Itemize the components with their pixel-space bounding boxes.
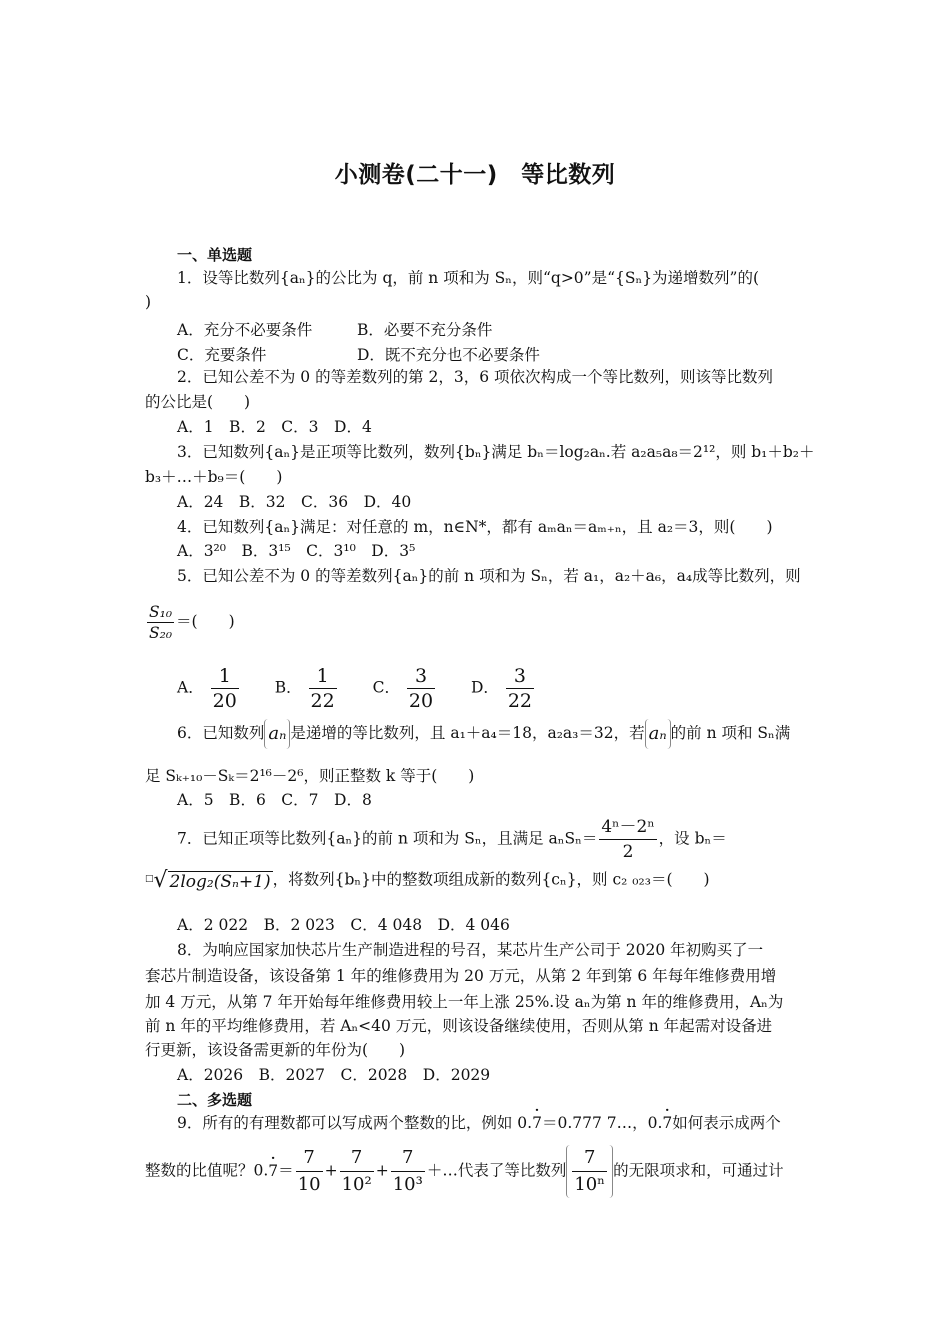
q7-fraction [599,815,656,864]
q5-ratio-tail: ＝( ) [176,612,235,631]
q9-fraction-1 [296,1145,323,1198]
q3-stem: 3．已知数列{aₙ}是正项等比数列，数列{bₙ}满足 bₙ＝log₂aₙ.若 a₂a₅a₈＝2¹²，则 b₁＋b₂＋ [177,443,815,461]
q7-stem [177,815,727,864]
q9-f4-num: 7 [583,1147,596,1168]
q7-options: A．2 022 B．2 023 C．4 048 D．4 046 [177,916,510,934]
q5-stem: 5．已知公差不为 0 的等差数列{aₙ}的前 n 项和为 Sₙ，若 a₁，a₂＋a₆，a₄成等比数列，则 [177,567,801,585]
q7-frac-den: 2 [599,839,656,864]
q5-option-c-num: 3 [414,665,428,687]
q5-options [177,664,536,713]
q5-option-b-label: B． [274,678,302,697]
q3-options: A．24 B．32 C．36 D．40 [177,493,412,511]
q5-option-b-den: 22 [310,690,335,712]
q2-stem: 2．已知公差不为 0 的等差数列的第 2，3，6 项依次构成一个等比数列，则该等比数列 [177,368,774,386]
q2-stem-cont: 的公比是( ) [145,393,251,411]
q1-option-c: C．充要条件 [177,346,267,364]
q7-stem-post: ，设 bₙ＝ [658,829,727,848]
q7-root [145,866,273,895]
q4-stem: 4．已知数列{aₙ}满足：对任意的 m，n∈N*，都有 aₘaₙ＝aₘ₊ₙ，且 a₂＝3，则( ) [177,518,773,536]
q5-option-b-fraction [309,664,337,713]
q7-stem-pre: 7．已知正项等比数列{aₙ}的前 n 项和为 Sₙ，且满足 aₙSₙ＝ [177,829,598,848]
q9-f1-num: 7 [303,1147,315,1168]
q9-f2-num: 7 [350,1147,363,1168]
q5-option-d-label: D． [470,678,499,697]
q7-stem-cont [145,866,710,895]
section-heading-single-choice: 一、单选题 [177,246,253,264]
q8-options: A．2026 B．2027 C．2028 D．2029 [177,1066,491,1084]
q9-stem-line-2 [145,1145,784,1198]
q6-stem [177,718,790,749]
q9-plus-1: + [324,1161,338,1180]
q8-stem-line-2: 套芯片制造设备，该设备第 1 年的维修费用为 20 万元，从第 2 年到第 6 年每年维修费用增 [145,967,777,985]
q6-stem-pre: 6．已知数列 [177,724,265,742]
q5-ratio-numerator: S₁₀ [149,603,173,621]
q9-equals: ＝ [278,1161,294,1180]
q9-f4-den: 10ⁿ [572,1171,607,1198]
q9-text-a: 9．所有的有理数都可以写成两个整数的比，例如 0. [177,1114,533,1132]
q9-repeating-digit-3: 7 · [268,1158,278,1184]
q6-sequence-brace [264,719,290,749]
q7-root-body: 2log₂(Sₙ+1) [169,872,271,893]
q1-stem: 1．设等比数列{aₙ}的公比为 q，前 n 项和为 Sₙ，则“q>0”是“{Sₙ}为递增数列”的( [177,269,760,287]
q1-option-a: A．充分不必要条件 [177,321,313,339]
q8-stem-line-1: 8．为响应国家加快芯片生产制造进程的号召，某芯片生产公司于 2020 年初购买了一 [177,941,764,959]
radical-icon: √ [153,868,168,894]
q7-frac-num: 4ⁿ－2ⁿ [601,817,655,837]
q9-text-b: ＝0.777 7…，0. [541,1114,663,1132]
q2-options: A．1 B．2 C．3 D．4 [177,418,372,436]
q9-post-text: 的无限项求和，可通过计 [613,1161,784,1180]
q5-option-c-label: C． [372,678,400,697]
q6-stem-mid: 是递增的等比数列，且 a₁＋a₄＝18，a₂a₃＝32，若 [290,724,645,742]
q5-option-a-fraction [211,664,239,713]
q9-stem-line-1 [177,1113,781,1133]
q8-stem-line-4: 前 n 年的平均维修费用，若 Aₙ<40 万元，则该设备继续使用，否则从第 n 年起需对设备进 [145,1017,773,1035]
q6-sequence: aₙ [268,723,287,744]
q1-option-b: B．必要不充分条件 [357,321,493,339]
q6-stem-cont: 足 Sₖ₊₁₀－Sₖ＝2¹⁶－2⁶，则正整数 k 等于( ) [145,767,475,785]
q1-option-d: D．既不充分也不必要条件 [357,346,540,364]
section-heading-multi-choice: 二、多选题 [177,1091,253,1109]
q4-options: A．3²⁰ B．3¹⁵ C．3¹⁰ D．3⁵ [177,542,416,560]
q7-root-index: □ [145,874,154,884]
q5-option-d-den: 22 [507,690,533,712]
q9-f3-den: 10³ [391,1171,425,1198]
q5-option-c-den: 20 [408,690,434,712]
q5-option-d-fraction [506,664,534,713]
q9-fraction-2 [340,1145,374,1198]
q9-mid-text: ＋…代表了等比数列 [426,1161,567,1180]
q9-f1-den: 10 [296,1171,323,1198]
q1-stem-cont: ) [145,293,152,311]
q9-fraction-3 [391,1145,425,1198]
q8-stem-line-5: 行更新，该设备需更新的年份为( ) [145,1041,406,1059]
q9-fraction-4 [572,1145,607,1198]
q6-sequence-2: aₙ [648,723,667,744]
q5-ratio-denominator: S₂₀ [149,624,173,642]
q9-repeating-digit-2: 7 · [662,1113,672,1133]
q3-stem-cont: b₃＋…＋b₉＝( ) [145,468,283,486]
q6-sequence-brace-2 [645,719,671,749]
q8-stem-line-3: 加 4 万元，从第 7 年开始每年维修费用较上一年上涨 25%.设 aₙ为第 n 年的维修费用，Aₙ为 [145,993,784,1011]
q9-text-c: 如何表示成两个 [672,1114,781,1132]
q9-f2-den: 10² [340,1171,374,1198]
q7-stem-tail: ，将数列{bₙ}中的整数项组成新的数列{cₙ}，则 c₂ ₀₂₃＝( ) [272,870,710,889]
q9-sequence-brace [566,1145,613,1198]
q5-ratio-fraction [147,602,174,643]
q5-ratio-line [145,602,235,643]
q9-plus-2: + [375,1161,389,1180]
q9-line2-pre: 整数的比值呢？0. [145,1161,269,1180]
q5-option-a-den: 20 [212,690,237,712]
q5-option-d-num: 3 [513,665,526,687]
q6-options: A．5 B．6 C．7 D．8 [177,791,372,809]
q5-option-a-num: 1 [218,665,231,687]
q9-f3-num: 7 [402,1147,414,1168]
q9-repeating-digit: 7 · [532,1113,542,1133]
q6-stem-post: 的前 n 项和 Sₙ满 [670,724,791,742]
q5-option-a-label: A． [177,678,204,697]
page-title: 小测卷(二十一) 等比数列 [334,162,616,188]
q5-option-b-num: 1 [316,665,329,687]
q5-option-c-fraction [407,664,435,713]
